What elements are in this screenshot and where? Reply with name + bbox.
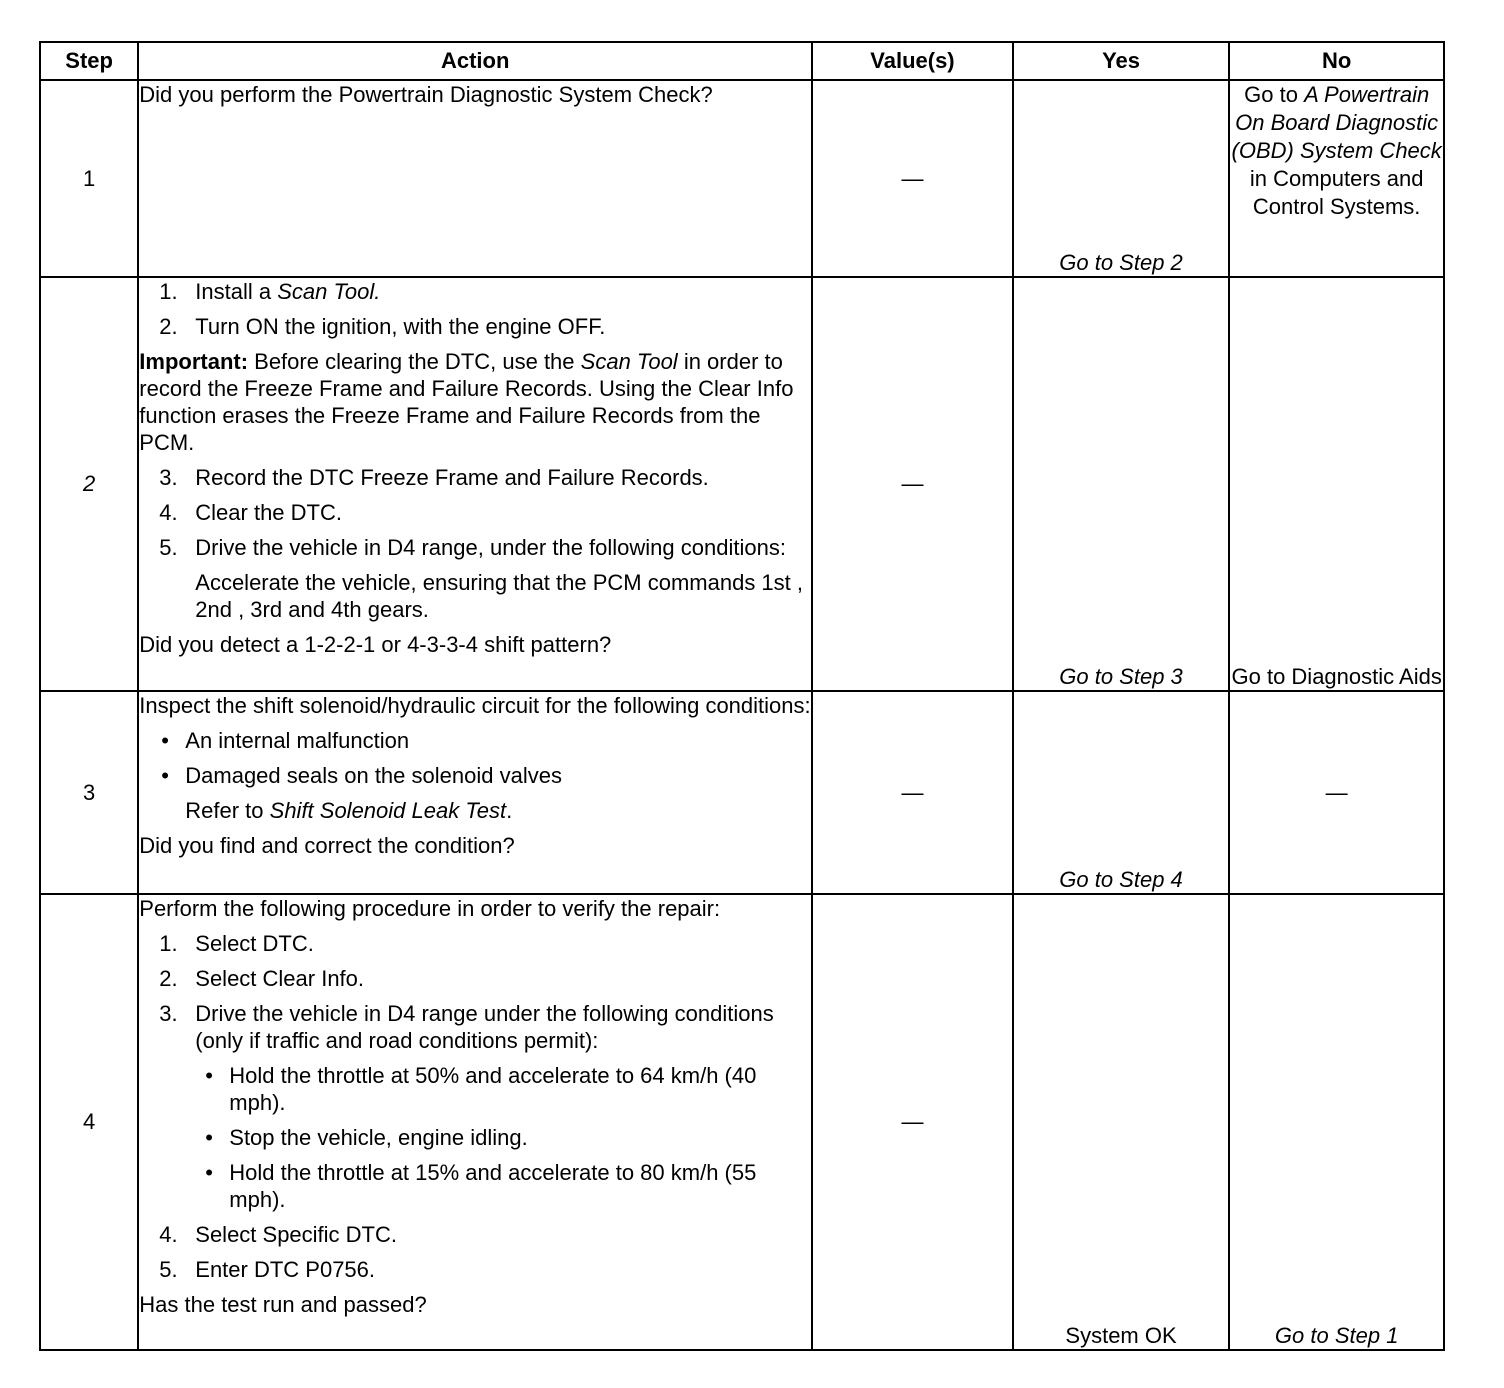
list-item [139, 965, 811, 992]
action-intro: Perform the following procedure in order to verify the repair: [139, 896, 721, 921]
leak-test-link[interactable]: Shift Solenoid Leak Test [269, 798, 507, 823]
header-no: No [1229, 42, 1444, 80]
list-number: 5. [159, 1257, 178, 1282]
reference-text: Refer to [185, 798, 270, 823]
list-text: Enter DTC P0756. [195, 1257, 376, 1282]
no-text-c: in Computers and Control Systems. [1249, 166, 1424, 219]
list-item [139, 313, 811, 340]
list-number: 2. [159, 314, 178, 339]
list-number: 1. [159, 931, 178, 956]
list-text: Turn ON the ignition, with the engine OFF. [195, 314, 606, 339]
step-number: 3 [40, 691, 138, 894]
no-cell: Go to Step 1 [1229, 894, 1444, 1350]
bullet-item [139, 762, 811, 789]
bullet-icon: • [205, 1125, 213, 1150]
list-text: Drive the vehicle in D4 range under the following conditions (only if traffic and road conditions permit): [195, 1001, 774, 1053]
table-row-step-3 [40, 691, 1444, 894]
bullet-icon: • [205, 1160, 213, 1185]
header-row [40, 42, 1444, 80]
list-text: Drive the vehicle in D4 range, under the following conditions: [195, 535, 786, 560]
list-text: Select Clear Info. [195, 966, 365, 991]
yes-cell: Go to Step 2 [1013, 80, 1230, 277]
list-item [139, 930, 811, 957]
action-question: Did you find and correct the condition? [139, 833, 515, 858]
action-question: Did you perform the Powertrain Diagnostic System Check? [139, 82, 713, 107]
bullet-item [139, 727, 811, 754]
list-number: 2. [159, 966, 178, 991]
yes-cell: System OK [1013, 894, 1230, 1350]
scan-tool-link[interactable]: Scan Tool. [277, 279, 381, 304]
list-text: Clear the DTC. [195, 500, 342, 525]
value-cell: — [812, 80, 1013, 277]
scan-tool-link[interactable]: Scan Tool [580, 349, 678, 374]
list-text: Select DTC. [195, 931, 314, 956]
reference-note [139, 797, 811, 824]
action-question: Did you detect a 1-2-2-1 or 4-3-3-4 shift pattern? [139, 632, 612, 657]
bullet-text: An internal malfunction [185, 728, 410, 753]
value-cell: — [812, 277, 1013, 691]
bullet-text: Damaged seals on the solenoid valves [185, 763, 562, 788]
bullet-icon: • [161, 728, 169, 753]
yes-cell: Go to Step 4 [1013, 691, 1230, 894]
step-number: 2 [40, 277, 138, 691]
list-item [139, 278, 811, 305]
header-yes: Yes [1013, 42, 1230, 80]
list-number: 4. [159, 1222, 178, 1247]
condition-note: Accelerate the vehicle, ensuring that the PCM commands 1st , 2nd , 3rd and 4th gears. [195, 570, 804, 622]
no-link-obd-check[interactable]: A Powertrain On Board Diagnostic (OBD) System Check [1231, 82, 1442, 163]
step-number: 4 [40, 894, 138, 1350]
no-cell [1229, 80, 1444, 277]
reference-text: . [506, 798, 513, 823]
header-values: Value(s) [812, 42, 1013, 80]
list-item [139, 499, 811, 526]
table-row-step-1 [40, 80, 1444, 277]
action-cell [138, 894, 812, 1350]
note-text: in order to record the Freeze Frame and Failure Records. Using the Clear Info function erases the Freeze Frame and Failure Records from the PCM. [139, 349, 794, 455]
list-text: Record the DTC Freeze Frame and Failure Records. [195, 465, 709, 490]
important-label: Important: [139, 349, 249, 374]
table-row-step-2 [40, 277, 1444, 691]
action-intro: Inspect the shift solenoid/hydraulic circuit for the following conditions: [139, 693, 811, 718]
list-text: Select Specific DTC. [195, 1222, 397, 1247]
bullet-item [139, 1062, 811, 1116]
action-question: Has the test run and passed? [139, 1292, 427, 1317]
header-action: Action [138, 42, 812, 80]
list-text: Install a [195, 279, 278, 304]
diagnostic-table [39, 41, 1445, 1351]
value-cell: — [812, 894, 1013, 1350]
no-cell: — [1229, 691, 1444, 894]
action-cell [138, 691, 812, 894]
list-item [139, 464, 811, 491]
bullet-text: Hold the throttle at 15% and accelerate to 80 km/h (55 mph). [229, 1160, 757, 1212]
list-number: 5. [159, 535, 178, 560]
list-item [139, 1000, 811, 1054]
list-item [139, 1256, 811, 1283]
important-note [139, 348, 811, 456]
step-number: 1 [40, 80, 138, 277]
list-item [139, 534, 811, 561]
action-cell [138, 277, 812, 691]
table-row-step-4 [40, 894, 1444, 1350]
bullet-text: Hold the throttle at 50% and accelerate to 64 km/h (40 mph). [229, 1063, 757, 1115]
list-number: 3. [159, 465, 178, 490]
note-text: Before clearing the DTC, use the [248, 349, 581, 374]
bullet-item [139, 1159, 811, 1213]
no-cell: Go to Diagnostic Aids [1229, 277, 1444, 691]
bullet-item [139, 1124, 811, 1151]
value-cell: — [812, 691, 1013, 894]
bullet-icon: • [161, 763, 169, 788]
list-number: 4. [159, 500, 178, 525]
bullet-icon: • [205, 1063, 213, 1088]
list-item [139, 1221, 811, 1248]
header-step: Step [40, 42, 138, 80]
yes-cell: Go to Step 3 [1013, 277, 1230, 691]
bullet-text: Stop the vehicle, engine idling. [229, 1125, 528, 1150]
action-cell [138, 80, 812, 277]
list-number: 1. [159, 279, 178, 304]
list-number: 3. [159, 1001, 178, 1026]
no-text-a: Go to [1244, 82, 1305, 107]
